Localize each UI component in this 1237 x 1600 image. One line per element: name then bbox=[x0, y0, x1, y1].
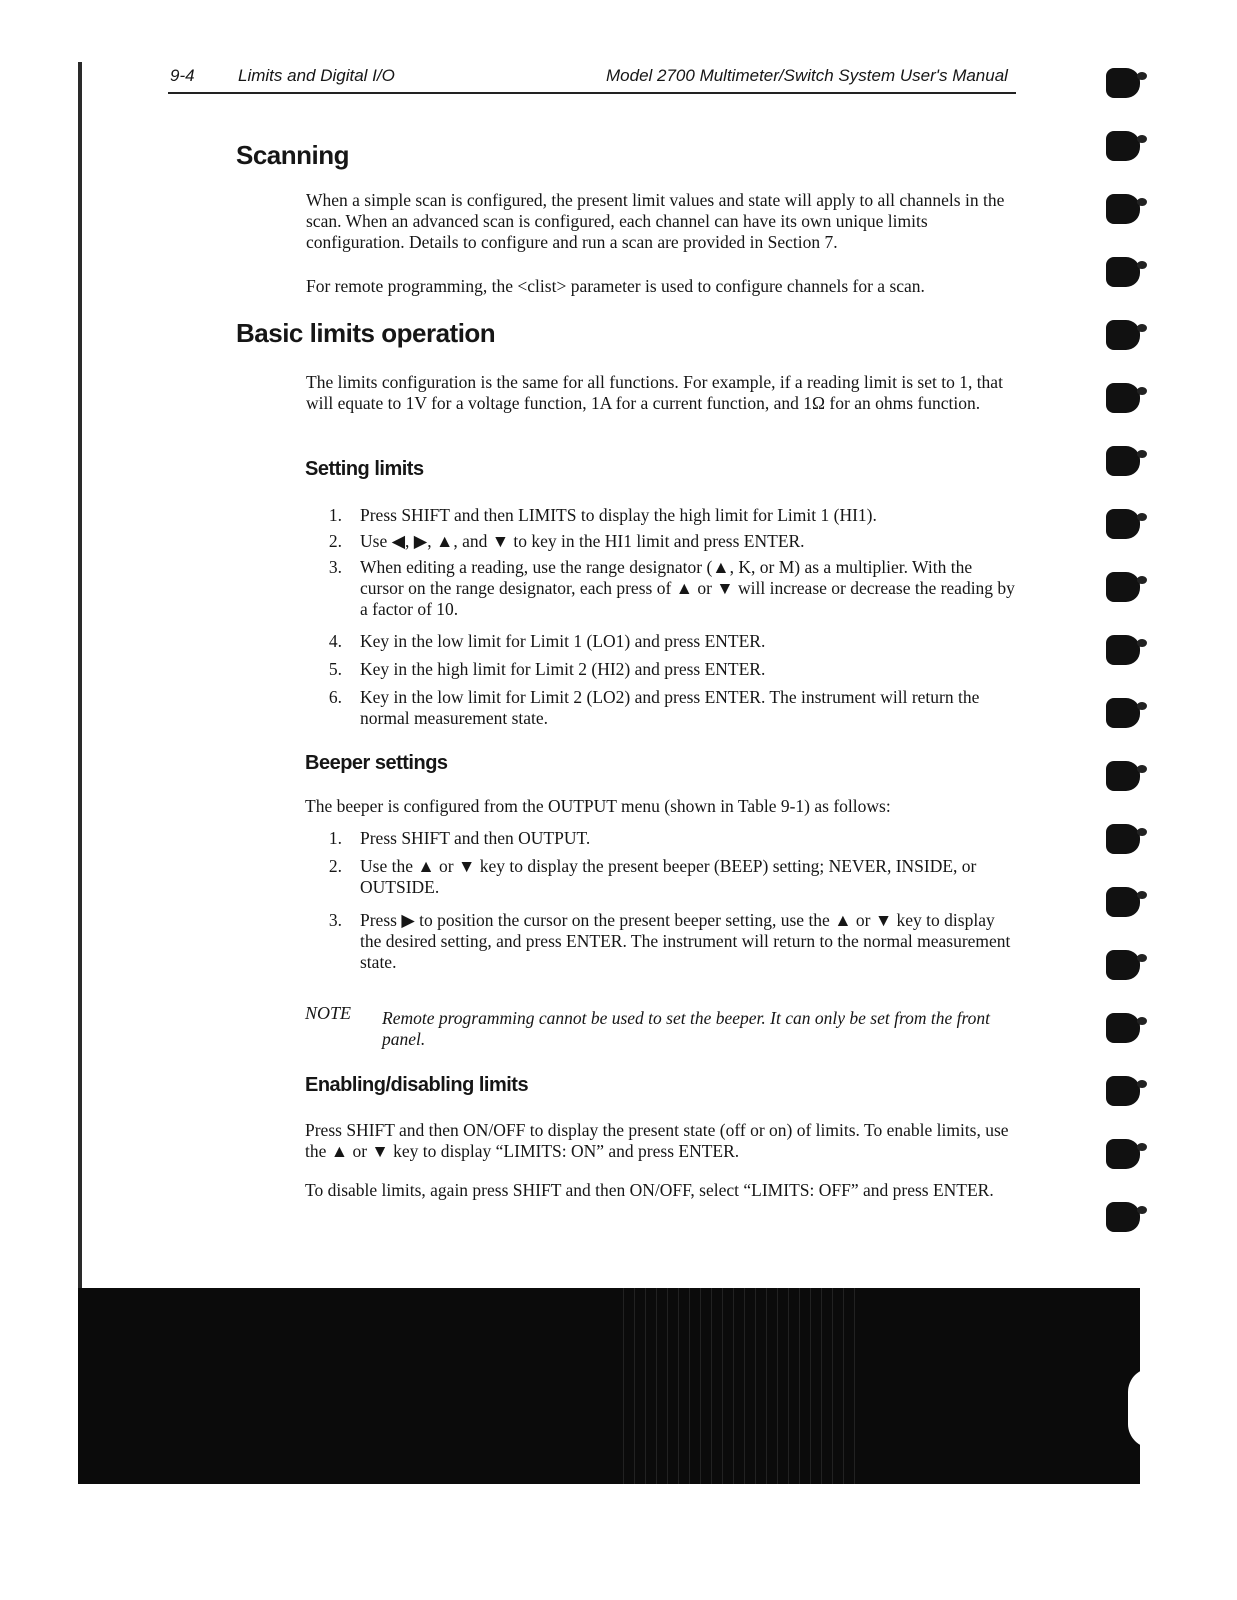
step-number: 4. bbox=[328, 631, 342, 651]
list-item: Use the ▲ or ▼ key to display the present beeper (BEEP) setting; NEVER, INSIDE, or OUTSIDE. bbox=[360, 856, 977, 897]
step-number: 3. bbox=[328, 910, 342, 930]
basic-limits-paragraph: The limits configuration is the same for all functions. For example, if a reading limit is set to 1, that will equate to 1V for a voltage function, 1A for a current function, and 1Ω for an ohms function. bbox=[306, 372, 1003, 413]
list-item: When editing a reading, use the range designator (▲, K, or M) as a multiplier. With the cursor on the range designator, each press of ▲ or ▼ will increase or decrease the reading by a factor of 10. bbox=[360, 557, 1015, 619]
heading-basic-limits: Basic limits operation bbox=[236, 318, 496, 348]
note-text: Remote programming cannot be used to set the beeper. It can only be set from the front panel. bbox=[382, 1008, 991, 1049]
list-item: Key in the low limit for Limit 2 (LO2) and press ENTER. The instrument will return the normal measurement state. bbox=[360, 687, 980, 728]
left-margin-rule bbox=[78, 62, 82, 1362]
list-item: Press ▶ to position the cursor on the present beeper setting, use the ▲ or ▼ key to display the desired setting, and press ENTER. The instrument will return to the normal measurement state. bbox=[360, 910, 1011, 972]
scanning-paragraph-2: For remote programming, the <clist> parameter is used to configure channels for a scan. bbox=[306, 276, 925, 296]
step-number: 6. bbox=[328, 687, 342, 707]
scanning-paragraph-1: When a simple scan is configured, the present limit values and state will apply to all channels in the scan. When an advanced scan is configured, each channel can have its own unique limits configuration. Details to configure and run a scan are provided in Section 7. bbox=[306, 190, 1005, 252]
list-item: Key in the low limit for Limit 1 (LO1) and press ENTER. bbox=[360, 631, 766, 651]
binding-ring-icon bbox=[1106, 1139, 1140, 1169]
binding-ring-icon bbox=[1106, 257, 1140, 287]
running-section-title: Limits and Digital I/O bbox=[238, 66, 395, 85]
binding-ring-icon bbox=[1106, 1076, 1140, 1106]
step-number: 2. bbox=[328, 856, 342, 876]
step-number: 1. bbox=[328, 828, 342, 848]
binding-ring-icon bbox=[1106, 824, 1140, 854]
binding-ring-icon bbox=[1106, 761, 1140, 791]
heading-setting-limits: Setting limits bbox=[305, 458, 424, 480]
scanner-dark-band bbox=[78, 1288, 1140, 1484]
heading-beeper-settings: Beeper settings bbox=[305, 752, 448, 774]
binding-ring-icon bbox=[1106, 950, 1140, 980]
page-number: 9-4 bbox=[170, 66, 195, 85]
binding-ring-icon bbox=[1106, 68, 1140, 98]
step-number: 5. bbox=[328, 659, 342, 679]
list-item: Press SHIFT and then LIMITS to display the high limit for Limit 1 (HI1). bbox=[360, 505, 877, 525]
step-number: 3. bbox=[328, 557, 342, 577]
binding-ring-icon bbox=[1106, 131, 1140, 161]
binding-ring-icon bbox=[1106, 446, 1140, 476]
binding-ring-icon bbox=[1106, 509, 1140, 539]
running-manual-title: Model 2700 Multimeter/Switch System User's Manual bbox=[606, 66, 1008, 85]
binding-ring-icon bbox=[1106, 572, 1140, 602]
note-label: NOTE bbox=[305, 1003, 352, 1023]
spiral-binding bbox=[1098, 58, 1158, 1268]
heading-enabling-limits: Enabling/disabling limits bbox=[305, 1074, 529, 1096]
binding-ring-icon bbox=[1106, 194, 1140, 224]
list-item: Key in the high limit for Limit 2 (HI2) and press ENTER. bbox=[360, 659, 766, 679]
binding-notch bbox=[1128, 1368, 1152, 1448]
binding-ring-icon bbox=[1106, 1202, 1140, 1232]
binding-ring-icon bbox=[1106, 698, 1140, 728]
binding-ring-icon bbox=[1106, 635, 1140, 665]
binding-ring-icon bbox=[1106, 383, 1140, 413]
step-number: 2. bbox=[328, 531, 342, 551]
binding-ring-icon bbox=[1106, 320, 1140, 350]
step-number: 1. bbox=[328, 505, 342, 525]
scan-noise-stripes bbox=[618, 1288, 858, 1484]
list-item: Press SHIFT and then OUTPUT. bbox=[360, 828, 591, 848]
header-rule bbox=[168, 92, 1016, 94]
binding-ring-icon bbox=[1106, 887, 1140, 917]
enabling-paragraph-1: Press SHIFT and then ON/OFF to display the present state (off or on) of limits. To enable limits, use the ▲ or ▼ key to display “LIMITS: ON” and press ENTER. bbox=[305, 1120, 1009, 1161]
list-item: Use ◀, ▶, ▲, and ▼ to key in the HI1 limit and press ENTER. bbox=[360, 531, 805, 551]
heading-scanning: Scanning bbox=[236, 140, 350, 170]
binding-ring-icon bbox=[1106, 1013, 1140, 1043]
enabling-paragraph-2: To disable limits, again press SHIFT and then ON/OFF, select “LIMITS: OFF” and press ENTER. bbox=[305, 1180, 994, 1200]
beeper-intro: The beeper is configured from the OUTPUT menu (shown in Table 9-1) as follows: bbox=[305, 796, 891, 816]
